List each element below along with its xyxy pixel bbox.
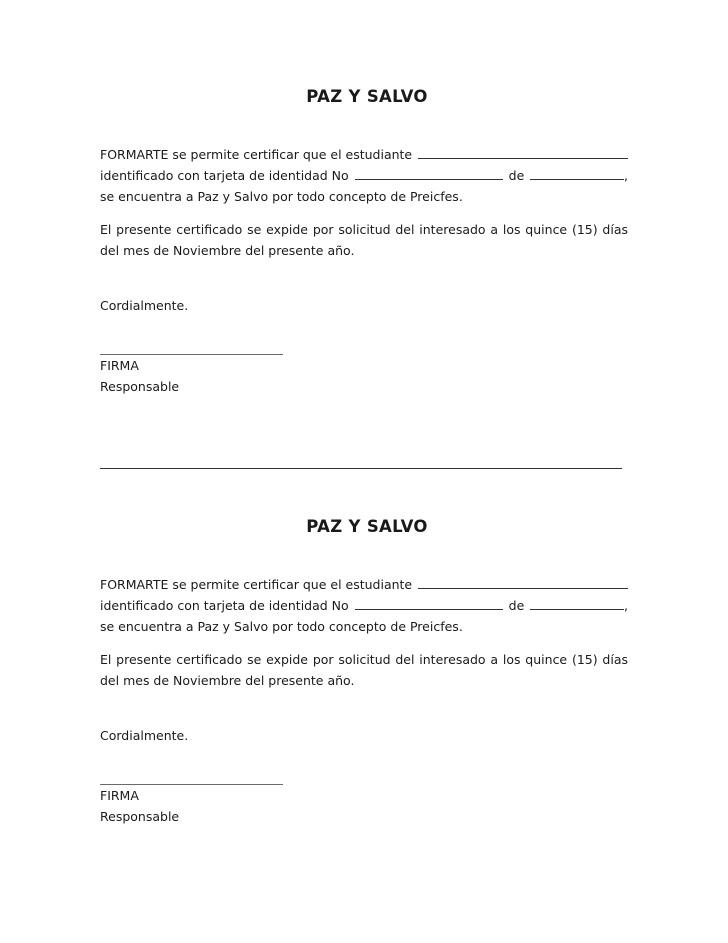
student-name-blank[interactable] xyxy=(418,146,628,159)
certify-line-1 xyxy=(100,574,628,595)
id-number-blank[interactable] xyxy=(355,167,503,180)
signature-label: FIRMA xyxy=(100,358,139,373)
id-place-blank[interactable] xyxy=(530,597,624,610)
issue-statement: El presente certificado se expide por solicitud del interesado a los quince (15) días del mes de Noviembre del presente año. xyxy=(100,652,628,688)
certify-line-3: se encuentra a Paz y Salvo por todo concepto de Preicfes. xyxy=(100,619,463,634)
id-de-text: de xyxy=(508,168,525,183)
comma: , xyxy=(624,598,628,613)
certify-line-2 xyxy=(100,595,628,616)
id-de-text: de xyxy=(508,598,525,613)
certify-line-3: se encuentra a Paz y Salvo por todo concepto de Preicfes. xyxy=(100,189,463,204)
issue-statement: El presente certificado se expide por solicitud del interesado a los quince (15) días del mes de Noviembre del presente año. xyxy=(100,222,628,258)
certify-text: FORMARTE se permite certificar que el estudiante xyxy=(100,147,413,162)
student-name-blank[interactable] xyxy=(418,576,628,589)
id-card-text: identificado con tarjeta de identidad No xyxy=(100,598,349,613)
certificate-title: PAZ Y SALVO xyxy=(306,517,428,536)
id-number-blank[interactable] xyxy=(355,597,503,610)
cut-separator-line xyxy=(100,468,622,469)
signature-label: FIRMA xyxy=(100,788,139,803)
certify-line-2 xyxy=(100,165,628,186)
certificate-2 xyxy=(100,516,628,827)
id-place-blank[interactable] xyxy=(530,167,624,180)
closing: Cordialmente. xyxy=(100,298,189,313)
certificate-title: PAZ Y SALVO xyxy=(306,87,428,106)
comma: , xyxy=(624,168,628,183)
signature-role: Responsable xyxy=(100,379,180,394)
certify-text: FORMARTE se permite certificar que el estudiante xyxy=(100,577,413,592)
certificate-1 xyxy=(100,86,628,397)
closing: Cordialmente. xyxy=(100,728,189,743)
certify-line-1 xyxy=(100,144,628,165)
signature-role: Responsable xyxy=(100,809,180,824)
id-card-text: identificado con tarjeta de identidad No xyxy=(100,168,349,183)
